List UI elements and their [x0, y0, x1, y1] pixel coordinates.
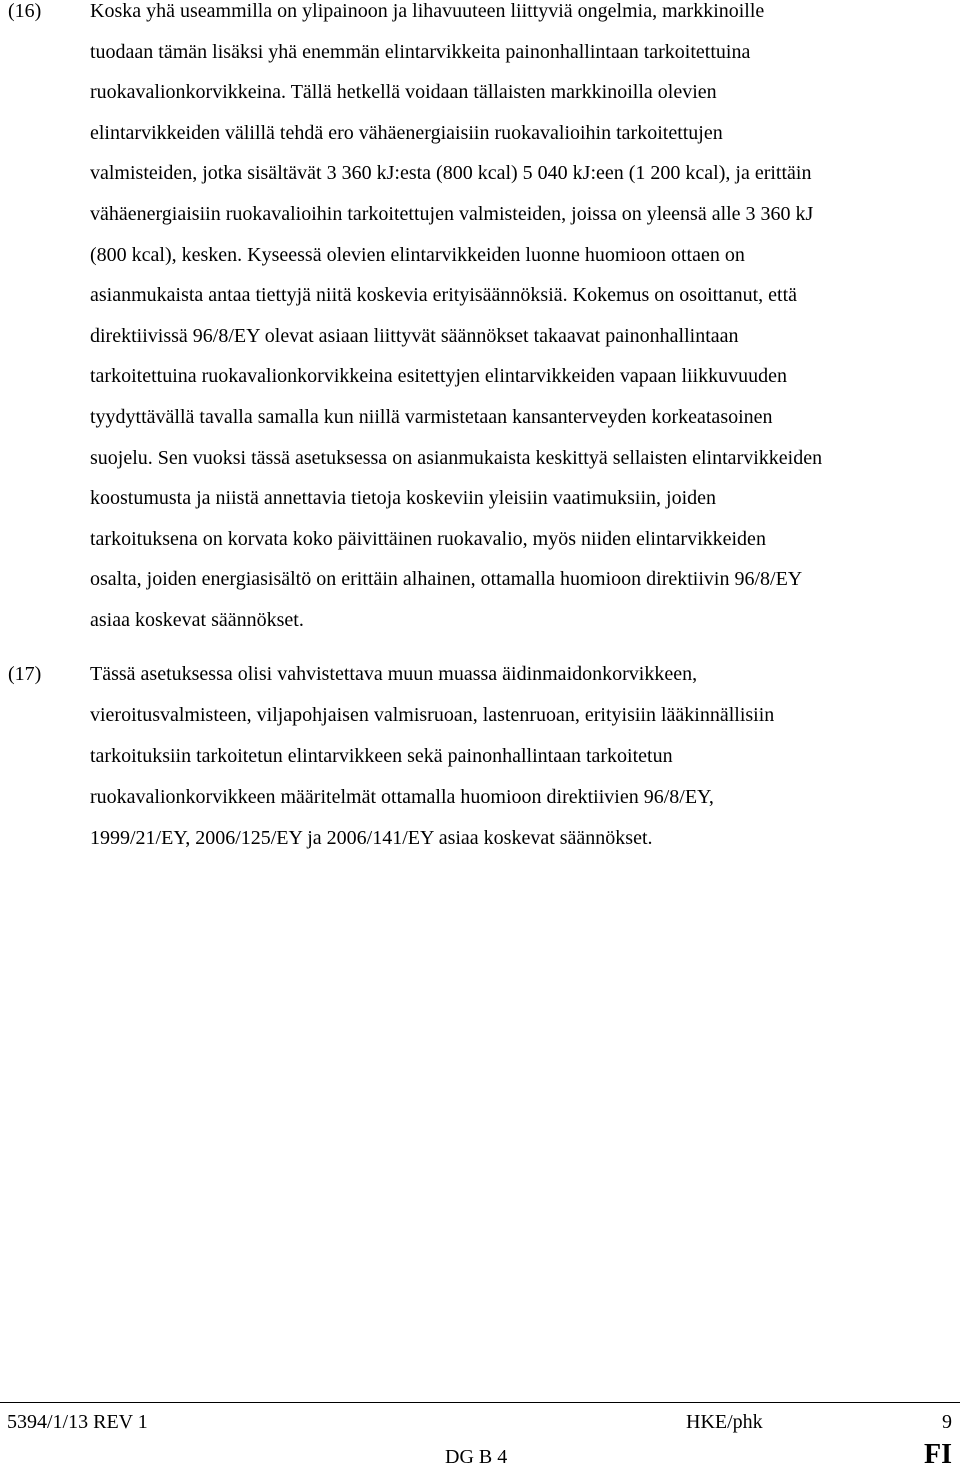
text-line: tarkoituksiin tarkoitetun elintarvikkeen sekä painonhallintaan tarkoitetun	[90, 745, 673, 767]
text-line: osalta, joiden energiasisältö on erittäin alhainen, ottamalla huomioon direktiivin 96/8/EY	[90, 568, 803, 591]
paragraph-text	[90, 664, 958, 869]
text-line: tyydyttävällä tavalla samalla kun niillä varmistetaan kansanterveyden korkeatasoinen	[90, 405, 773, 428]
text-line: vähäenergiaisiin ruokavalioihin tarkoitettujen valmisteiden, joissa on yleensä alle 3 360 kJ	[90, 202, 814, 225]
text-line: ruokavalionkorvikkeen määritelmät ottamalla huomioon direktiivien 96/8/EY,	[90, 786, 714, 808]
text-line: elintarvikkeiden välillä tehdä ero vähäenergiaisiin ruokavalioihin tarkoitettujen	[90, 121, 723, 144]
text-line: ruokavalionkorvikkeina. Tällä hetkellä voidaan tällaisten markkinoilla olevien	[90, 81, 717, 104]
text-line: valmisteiden, jotka sisältävät 3 360 kJ:esta (800 kcal) 5 040 kJ:een (1 200 kcal), ja erittäin	[90, 162, 812, 185]
text-line: asianmukaista antaa tiettyjä niitä koskevia erityisäännöksiä. Kokemus on osoittanut, että	[90, 284, 798, 307]
text-line: asiaa koskevat säännökset.	[90, 608, 304, 631]
document-reference: 5394/1/13 REV 1	[7, 1411, 148, 1433]
text-line: suojelu. Sen vuoksi tässä asetuksessa on asianmukaista keskittyä sellaisten elintarvikkeiden	[90, 446, 823, 469]
text-line: 1999/21/EY, 2006/125/EY ja 2006/141/EY asiaa koskevat säännökset.	[90, 827, 653, 849]
paragraph-number: (17)	[8, 663, 42, 685]
text-line: vieroitusvalmisteen, viljapohjaisen valmisruoan, lastenruoan, erityisiin lääkinnällisiin	[90, 704, 775, 726]
text-line: direktiivissä 96/8/EY olevat asiaan liittyvät säännökset takaavat painonhallintaan	[90, 324, 739, 347]
paragraph-number: (16)	[8, 0, 42, 22]
paragraph-text	[90, 1, 958, 651]
directorate-code: DG B 4	[445, 1446, 508, 1468]
author-initials: HKE/phk	[686, 1411, 763, 1433]
text-line: Koska yhä useammilla on ylipainoon ja lihavuuteen liittyviä ongelmia, markkinoille	[90, 0, 765, 22]
text-line: koostumusta ja niistä annettavia tietoja koskeviin yleisiin vaatimuksiin, joiden	[90, 487, 717, 510]
text-line: (800 kcal), kesken. Kyseessä olevien elintarvikkeiden luonne huomioon ottaen on	[90, 243, 745, 266]
text-line: Tässä asetuksessa olisi vahvistettava muun muassa äidinmaidonkorvikkeen,	[90, 663, 698, 685]
text-line: tuodaan tämän lisäksi yhä enemmän elintarvikkeita painonhallintaan tarkoitettuina	[90, 40, 751, 63]
text-line: tarkoitettuina ruokavalionkorvikkeina esitettyjen elintarvikkeiden vapaan liikkuvuuden	[90, 365, 788, 388]
language-code: FI	[924, 1439, 952, 1470]
footer-divider	[0, 1402, 960, 1403]
text-line: tarkoituksena on korvata koko päivittäinen ruokavalio, myös niiden elintarvikkeiden	[90, 527, 766, 550]
page-number: 9	[942, 1411, 952, 1433]
